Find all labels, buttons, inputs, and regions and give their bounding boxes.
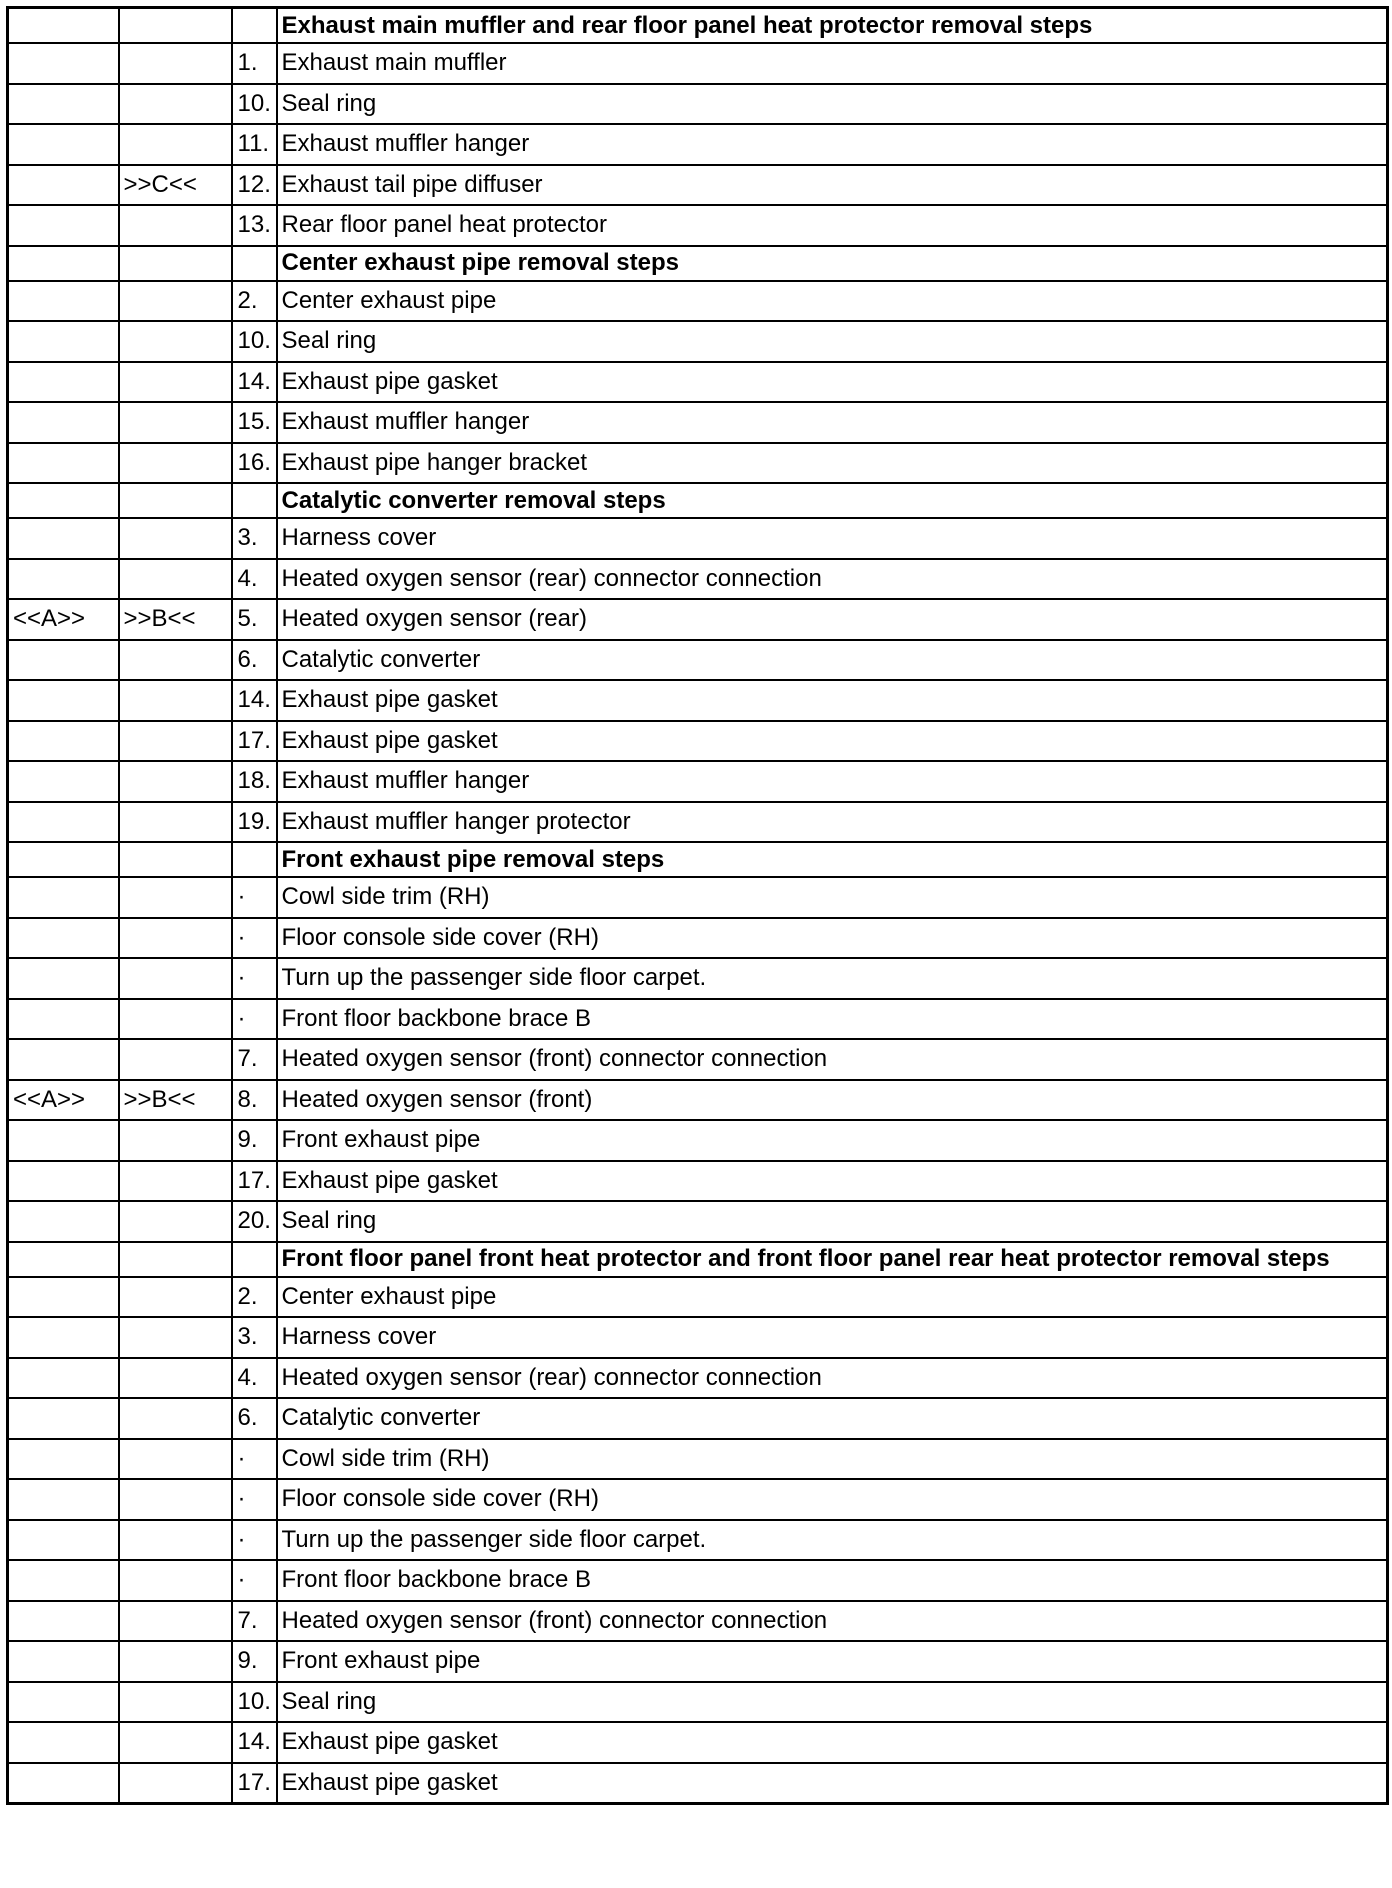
mark-b-cell [119, 205, 232, 246]
mark-a-cell [8, 1520, 119, 1561]
mark-b-cell [119, 1039, 232, 1080]
mark-a-cell [8, 518, 119, 559]
table-row [8, 205, 1388, 246]
step-description: Exhaust muffler hanger [277, 761, 1388, 802]
table-row [8, 877, 1388, 918]
table-row [8, 443, 1388, 484]
step-number-cell: 1. [232, 43, 277, 84]
step-number-cell: · [232, 958, 277, 999]
step-description: Harness cover [277, 518, 1388, 559]
mark-a-cell [8, 124, 119, 165]
mark-a-cell [8, 802, 119, 843]
mark-a-cell [8, 246, 119, 281]
step-number-cell: 4. [232, 1358, 277, 1399]
mark-b-cell [119, 1722, 232, 1763]
step-number-cell: 19. [232, 802, 277, 843]
table-row [8, 802, 1388, 843]
mark-b-cell [119, 877, 232, 918]
mark-a-cell [8, 43, 119, 84]
step-number-cell: · [232, 877, 277, 918]
mark-a-cell [8, 1439, 119, 1480]
section-heading-row [8, 8, 1388, 44]
mark-a-cell [8, 842, 119, 877]
step-description: Cowl side trim (RH) [277, 1439, 1388, 1480]
section-heading-row [8, 842, 1388, 877]
mark-a-cell [8, 1682, 119, 1723]
mark-b-cell [119, 680, 232, 721]
step-description: Exhaust pipe gasket [277, 362, 1388, 403]
mark-b-cell [119, 321, 232, 362]
mark-b-cell [119, 721, 232, 762]
table-row [8, 362, 1388, 403]
mark-a-cell [8, 1039, 119, 1080]
mark-b-cell [119, 1763, 232, 1804]
mark-a-cell [8, 443, 119, 484]
table-row [8, 1120, 1388, 1161]
step-description: Front floor backbone brace B [277, 999, 1388, 1040]
mark-b-cell [119, 1682, 232, 1723]
step-description: Floor console side cover (RH) [277, 1479, 1388, 1520]
table-row [8, 1479, 1388, 1520]
step-description: Center exhaust pipe [277, 1277, 1388, 1318]
mark-a-cell [8, 483, 119, 518]
step-description: Exhaust main muffler [277, 43, 1388, 84]
mark-b-cell [119, 1242, 232, 1277]
mark-b-cell [119, 999, 232, 1040]
table-row [8, 640, 1388, 681]
mark-b-cell [119, 1358, 232, 1399]
table-row [8, 1161, 1388, 1202]
mark-b-cell [119, 1520, 232, 1561]
mark-a-cell [8, 1317, 119, 1358]
step-number-cell: 14. [232, 1722, 277, 1763]
step-number-cell: 9. [232, 1641, 277, 1682]
step-number-cell: 4. [232, 559, 277, 600]
table-row [8, 958, 1388, 999]
mark-a-cell [8, 8, 119, 44]
mark-a-cell: <<A>> [8, 1080, 119, 1121]
section-heading: Front exhaust pipe removal steps [277, 842, 1388, 877]
section-heading: Front floor panel front heat protector and front floor panel rear heat protector removal steps [277, 1242, 1388, 1277]
step-description: Exhaust muffler hanger [277, 402, 1388, 443]
mark-b-cell [119, 559, 232, 600]
mark-b-cell [119, 1161, 232, 1202]
step-number-cell: 3. [232, 1317, 277, 1358]
mark-a-cell [8, 1277, 119, 1318]
mark-b-cell [119, 1641, 232, 1682]
table-row [8, 1439, 1388, 1480]
mark-b-cell [119, 362, 232, 403]
step-number-cell: · [232, 1479, 277, 1520]
mark-a-cell [8, 1201, 119, 1242]
step-description: Heated oxygen sensor (front) [277, 1080, 1388, 1121]
step-description: Exhaust muffler hanger protector [277, 802, 1388, 843]
mark-b-cell [119, 84, 232, 125]
mark-a-cell [8, 321, 119, 362]
mark-b-cell [119, 1398, 232, 1439]
mark-b-cell [119, 1479, 232, 1520]
mark-b-cell [119, 1201, 232, 1242]
step-number-cell: 17. [232, 721, 277, 762]
mark-a-cell [8, 402, 119, 443]
section-heading: Center exhaust pipe removal steps [277, 246, 1388, 281]
step-description: Exhaust pipe gasket [277, 1763, 1388, 1804]
mark-b-cell: >>B<< [119, 599, 232, 640]
step-description: Heated oxygen sensor (rear) connector connection [277, 559, 1388, 600]
mark-a-cell [8, 1398, 119, 1439]
table-row [8, 1722, 1388, 1763]
table-row [8, 124, 1388, 165]
step-description: Exhaust pipe gasket [277, 721, 1388, 762]
step-number-cell: 2. [232, 281, 277, 322]
mark-a-cell [8, 1641, 119, 1682]
mark-a-cell [8, 1358, 119, 1399]
step-description: Front floor backbone brace B [277, 1560, 1388, 1601]
step-number-cell: 18. [232, 761, 277, 802]
removal-steps-body [8, 8, 1388, 1804]
step-description: Heated oxygen sensor (rear) connector connection [277, 1358, 1388, 1399]
mark-a-cell [8, 84, 119, 125]
step-number-cell: 14. [232, 362, 277, 403]
table-row [8, 1398, 1388, 1439]
step-description: Heated oxygen sensor (front) connector connection [277, 1601, 1388, 1642]
mark-b-cell [119, 518, 232, 559]
table-row [8, 599, 1388, 640]
mark-b-cell [119, 1601, 232, 1642]
step-number-cell: 13. [232, 205, 277, 246]
mark-a-cell [8, 1161, 119, 1202]
step-description: Catalytic converter [277, 1398, 1388, 1439]
table-row [8, 1641, 1388, 1682]
step-number-cell [232, 483, 277, 518]
mark-b-cell [119, 958, 232, 999]
mark-b-cell [119, 640, 232, 681]
step-description: Exhaust pipe gasket [277, 680, 1388, 721]
mark-b-cell [119, 842, 232, 877]
table-row [8, 1201, 1388, 1242]
mark-b-cell [119, 443, 232, 484]
step-number-cell: 7. [232, 1601, 277, 1642]
mark-a-cell [8, 1120, 119, 1161]
step-description: Catalytic converter [277, 640, 1388, 681]
mark-a-cell [8, 165, 119, 206]
mark-a-cell [8, 877, 119, 918]
table-row [8, 43, 1388, 84]
mark-b-cell [119, 402, 232, 443]
step-description: Heated oxygen sensor (front) connector connection [277, 1039, 1388, 1080]
mark-b-cell [119, 1439, 232, 1480]
mark-b-cell [119, 761, 232, 802]
mark-a-cell [8, 281, 119, 322]
step-number-cell: 17. [232, 1161, 277, 1202]
step-number-cell: 15. [232, 402, 277, 443]
step-description: Cowl side trim (RH) [277, 877, 1388, 918]
mark-a-cell [8, 721, 119, 762]
mark-a-cell [8, 1601, 119, 1642]
step-number-cell: 14. [232, 680, 277, 721]
mark-a-cell [8, 640, 119, 681]
step-number-cell [232, 8, 277, 44]
table-row [8, 999, 1388, 1040]
step-description: Seal ring [277, 1682, 1388, 1723]
step-description: Front exhaust pipe [277, 1120, 1388, 1161]
step-description: Front exhaust pipe [277, 1641, 1388, 1682]
mark-a-cell [8, 761, 119, 802]
table-row [8, 165, 1388, 206]
mark-b-cell [119, 1120, 232, 1161]
step-number-cell: 20. [232, 1201, 277, 1242]
mark-b-cell [119, 1277, 232, 1318]
step-number-cell [232, 1242, 277, 1277]
table-row [8, 1039, 1388, 1080]
step-number-cell: · [232, 1560, 277, 1601]
step-description: Turn up the passenger side floor carpet. [277, 958, 1388, 999]
mark-b-cell [119, 802, 232, 843]
table-row [8, 1520, 1388, 1561]
step-description: Exhaust tail pipe diffuser [277, 165, 1388, 206]
table-row [8, 518, 1388, 559]
table-row [8, 1560, 1388, 1601]
step-number-cell: 6. [232, 1398, 277, 1439]
mark-a-cell: <<A>> [8, 599, 119, 640]
step-description: Harness cover [277, 1317, 1388, 1358]
step-number-cell: 11. [232, 124, 277, 165]
step-number-cell: 16. [232, 443, 277, 484]
table-row [8, 1763, 1388, 1804]
table-row [8, 1317, 1388, 1358]
table-row [8, 680, 1388, 721]
section-heading-row [8, 483, 1388, 518]
mark-b-cell [119, 43, 232, 84]
mark-a-cell [8, 680, 119, 721]
step-number-cell: 10. [232, 1682, 277, 1723]
step-number-cell: 6. [232, 640, 277, 681]
step-description: Turn up the passenger side floor carpet. [277, 1520, 1388, 1561]
mark-a-cell [8, 1479, 119, 1520]
mark-b-cell [119, 1317, 232, 1358]
table-row [8, 559, 1388, 600]
mark-b-cell [119, 281, 232, 322]
step-description: Exhaust pipe gasket [277, 1161, 1388, 1202]
step-number-cell: · [232, 999, 277, 1040]
step-number-cell: 2. [232, 1277, 277, 1318]
step-number-cell: 3. [232, 518, 277, 559]
step-number-cell: 8. [232, 1080, 277, 1121]
section-heading: Catalytic converter removal steps [277, 483, 1388, 518]
step-description: Exhaust pipe hanger bracket [277, 443, 1388, 484]
table-row [8, 1080, 1388, 1121]
document-page [6, 6, 1386, 1805]
step-description: Seal ring [277, 1201, 1388, 1242]
step-description: Exhaust muffler hanger [277, 124, 1388, 165]
step-number-cell: 7. [232, 1039, 277, 1080]
section-heading-row [8, 1242, 1388, 1277]
section-heading-row [8, 246, 1388, 281]
mark-a-cell [8, 999, 119, 1040]
table-row [8, 761, 1388, 802]
step-description: Exhaust pipe gasket [277, 1722, 1388, 1763]
step-description: Seal ring [277, 84, 1388, 125]
mark-a-cell [8, 559, 119, 600]
mark-a-cell [8, 1763, 119, 1804]
table-row [8, 1682, 1388, 1723]
step-number-cell: 17. [232, 1763, 277, 1804]
step-number-cell: 5. [232, 599, 277, 640]
table-row [8, 721, 1388, 762]
mark-b-cell: >>C<< [119, 165, 232, 206]
step-description: Center exhaust pipe [277, 281, 1388, 322]
mark-a-cell [8, 205, 119, 246]
step-number-cell [232, 246, 277, 281]
mark-a-cell [8, 918, 119, 959]
step-description: Heated oxygen sensor (rear) [277, 599, 1388, 640]
table-row [8, 84, 1388, 125]
mark-b-cell [119, 1560, 232, 1601]
step-number-cell: 9. [232, 1120, 277, 1161]
mark-b-cell [119, 246, 232, 281]
mark-b-cell [119, 124, 232, 165]
mark-b-cell [119, 8, 232, 44]
step-number-cell: 10. [232, 84, 277, 125]
table-row [8, 402, 1388, 443]
step-description: Floor console side cover (RH) [277, 918, 1388, 959]
step-number-cell: · [232, 1520, 277, 1561]
section-heading: Exhaust main muffler and rear floor panel heat protector removal steps [277, 8, 1388, 44]
table-row [8, 1277, 1388, 1318]
mark-b-cell: >>B<< [119, 1080, 232, 1121]
mark-b-cell [119, 918, 232, 959]
step-number-cell: · [232, 1439, 277, 1480]
step-number-cell [232, 842, 277, 877]
step-number-cell: 10. [232, 321, 277, 362]
table-row [8, 321, 1388, 362]
mark-b-cell [119, 483, 232, 518]
step-number-cell: 12. [232, 165, 277, 206]
mark-a-cell [8, 1242, 119, 1277]
mark-a-cell [8, 362, 119, 403]
mark-a-cell [8, 1722, 119, 1763]
table-row [8, 281, 1388, 322]
table-row [8, 918, 1388, 959]
step-description: Seal ring [277, 321, 1388, 362]
step-number-cell: · [232, 918, 277, 959]
mark-a-cell [8, 1560, 119, 1601]
table-row [8, 1358, 1388, 1399]
table-row [8, 1601, 1388, 1642]
removal-steps-table [6, 6, 1389, 1805]
step-description: Rear floor panel heat protector [277, 205, 1388, 246]
mark-a-cell [8, 958, 119, 999]
